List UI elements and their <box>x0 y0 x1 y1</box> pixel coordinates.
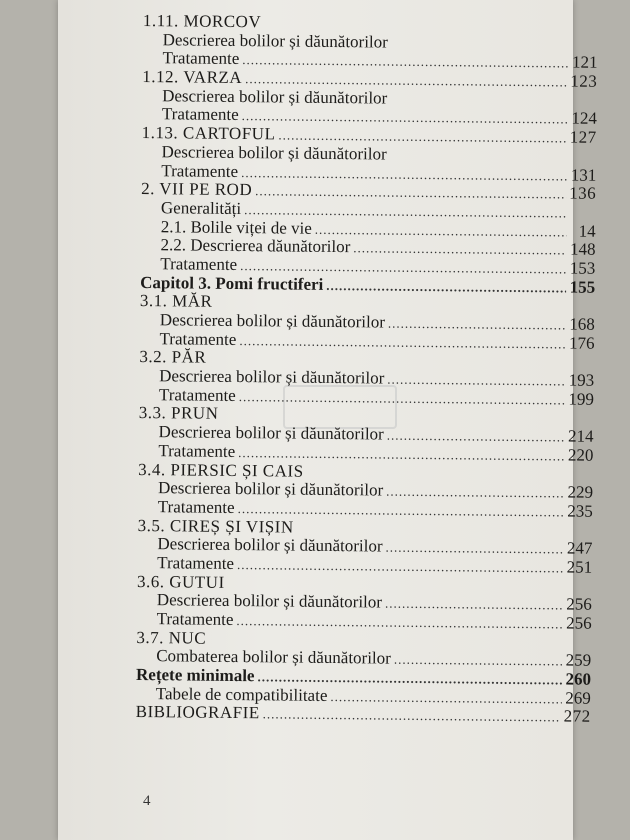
toc-entry-label: Descrierea bolilor și dăunătorilor <box>158 422 384 444</box>
dot-leader <box>228 588 563 592</box>
toc-entry-label: 2.2. Descrierea dăunătorilor <box>160 235 351 257</box>
dot-leader <box>209 363 565 367</box>
toc-entry-page: 199 <box>568 389 595 409</box>
dot-leader <box>394 651 563 671</box>
dot-leader <box>386 483 564 504</box>
toc-entry-page: 124 <box>571 108 598 129</box>
toc-entry-label: Tratamente <box>161 104 239 125</box>
toc-entry-label: Tratamente <box>162 48 240 69</box>
dot-leader <box>215 307 565 311</box>
toc-entry-label: Combaterea bolilor și dăunătorilor <box>156 646 391 669</box>
dot-leader <box>264 27 569 30</box>
toc-entry-label: Tratamente <box>158 440 236 461</box>
dot-leader <box>237 556 563 578</box>
toc-entry-page: 127 <box>569 127 597 147</box>
toc-entry-page: 247 <box>566 538 593 558</box>
toc-entry-label: Descrierea bolilor și dăunătorilor <box>156 590 383 612</box>
toc-entry-page: 176 <box>568 333 595 353</box>
toc-entry-page: 256 <box>566 613 592 633</box>
toc-entry-label: Tratamente <box>158 384 236 405</box>
toc-entry-label: Descrierea bolilor și dăunătorilor <box>157 534 383 556</box>
book-page <box>58 0 598 840</box>
toc-entry-label: 1.11. MORCOV <box>142 11 262 32</box>
dot-leader <box>236 612 562 634</box>
toc-entry-page: 153 <box>569 258 596 278</box>
toc-entry-label: 3.5. CIREȘ ȘI VIȘIN <box>137 515 294 537</box>
dot-leader <box>390 103 568 105</box>
dot-leader <box>388 315 566 336</box>
toc-entry-page: 269 <box>565 688 591 708</box>
page-number: 4 <box>143 793 151 809</box>
toc-entry-label: Capitol 3. Pomi fructiferi <box>140 272 324 294</box>
toc-entry-page: 259 <box>565 650 592 671</box>
toc-entry-page: 131 <box>570 164 597 185</box>
toc-entry-label: Tratamente <box>159 328 237 349</box>
dot-leader <box>239 332 565 354</box>
dot-leader <box>330 688 562 709</box>
toc-entry-label: 1.13. CARTOFUL <box>141 123 276 144</box>
toc-entry-label: 3.7. NUC <box>136 627 207 648</box>
toc-entry-label: Generalități <box>160 198 242 218</box>
toc-entry-page: 123 <box>570 71 598 91</box>
toc-entry-label: Tabele de compatibilitate <box>155 683 328 705</box>
dot-leader <box>326 277 566 298</box>
dot-leader <box>263 706 561 728</box>
toc-entry-page: 155 <box>569 277 596 297</box>
toc-entry-page: 260 <box>565 669 592 689</box>
toc-entry-label: 3.1. MĂR <box>139 291 213 312</box>
toc-entry-label: 3.4. PIERSIC ȘI CAIS <box>138 459 304 481</box>
toc-entry-page: 256 <box>566 594 592 615</box>
dot-leader <box>297 532 564 535</box>
toc-entry-label: 3.3. PRUN <box>138 403 219 424</box>
toc-entry-page: 14 <box>578 221 596 241</box>
toc-entry-label: 2.1. Bolile viței de vie <box>160 216 312 238</box>
toc-entry-label: Tratamente <box>157 497 235 517</box>
toc-entry-page: 229 <box>567 482 594 502</box>
toc-entry-page: 214 <box>567 426 594 446</box>
dot-leader <box>387 427 565 448</box>
toc-entry-label: 1.12. VARZA <box>142 67 243 88</box>
dot-leader <box>390 159 568 161</box>
toc-entry-label: 3.6. GUTUI <box>136 571 225 592</box>
toc-entry-label: Descrierea bolilor și dăunătorilor <box>162 29 388 52</box>
toc-entry-label: Tratamente <box>161 160 239 181</box>
toc-entry-label: Descrierea bolilor și dăunătorilor <box>161 142 387 164</box>
dot-leader <box>353 239 566 260</box>
toc-entry-page: 168 <box>569 314 595 334</box>
dot-leader <box>221 419 564 423</box>
toc-entry-label: Tratamente <box>156 609 234 629</box>
toc-entry-page: 251 <box>566 557 593 577</box>
toc-entry-label: Tratamente <box>157 553 235 573</box>
toc-entry-label: 3.2. PĂR <box>139 347 207 368</box>
toc-entry-page: 136 <box>569 183 597 203</box>
dot-leader <box>385 595 563 616</box>
toc-entry-label: Descrierea bolilor și dăunătorilor <box>159 366 385 388</box>
toc-entry-label: Descrierea bolilor și dăunătorilor <box>157 478 384 500</box>
toc-entry-page: 220 <box>567 445 594 465</box>
table-of-contents <box>136 12 598 727</box>
toc-entry-page: 272 <box>563 706 591 727</box>
toc-entry-label: Tratamente <box>160 254 238 274</box>
dot-leader <box>239 388 565 410</box>
toc-entry-page: 235 <box>567 501 593 521</box>
dot-leader <box>385 539 563 560</box>
toc-entry-label: Descrierea bolilor și dăunătorilor <box>159 310 386 332</box>
toc-entry-page: 121 <box>571 52 598 73</box>
dot-leader <box>387 371 565 392</box>
toc-entry-page: 148 <box>569 239 596 260</box>
toc-entry-label: Rețete minimale <box>135 665 255 686</box>
dot-leader <box>391 47 569 49</box>
toc-entry-label: BIBLIOGRAFIE <box>135 702 260 723</box>
toc-entry-label: Descrierea bolilor și dăunătorilor <box>162 85 388 108</box>
dot-leader <box>307 476 565 479</box>
toc-entry-label: 2. VII PE ROD <box>141 179 253 200</box>
toc-entry-page: 193 <box>568 370 595 390</box>
dot-leader <box>209 643 562 647</box>
